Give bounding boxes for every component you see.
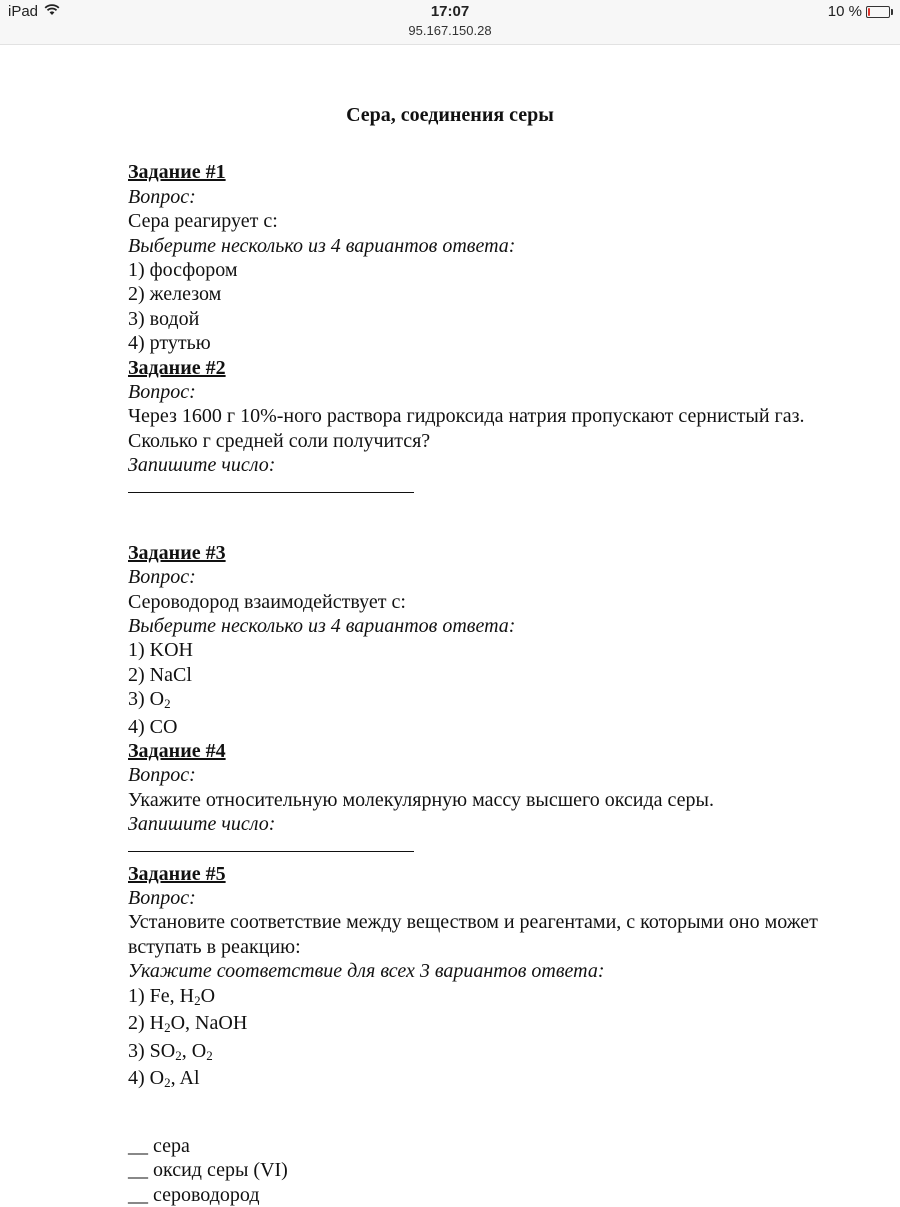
task-1 [128,160,828,355]
answer-option: 4) CO [128,715,178,738]
answer-option: 3) $SO_2$, $O_2$ [128,1039,213,1063]
answer-option: 4) ртутью [128,332,211,355]
task-heading: Задание #3 [128,541,226,564]
answer-option: 3) водой [128,307,200,330]
task-heading: Задание #4 [128,740,226,763]
question-label: Вопрос: [128,381,196,404]
task-heading: Задание #5 [128,862,226,885]
question-label: Вопрос: [128,764,196,787]
question-text: Установите соответствие между веществом и реагентами, с которыми оно может вступать в реакцию: [128,911,818,958]
instruction-text: Укажите соответствие для всех 3 вариантов ответа: [128,960,605,983]
task-5 [128,862,828,1207]
instruction-text: Запишите число: [128,813,276,836]
match-item[interactable]: __ сера [128,1134,190,1157]
question-label: Вопрос: [128,566,196,589]
answer-option: 1) Fe, $H_2O$ [128,984,216,1008]
task-heading: Задание #2 [128,356,226,379]
answer-option: 2) $H_2O$, NaOH [128,1012,248,1036]
instruction-text: Выберите несколько из 4 вариантов ответа: [128,614,516,637]
status-bar [0,0,900,45]
battery-fill [868,8,870,16]
task-heading: Задание #1 [128,161,226,184]
clock: 17:07 [430,3,470,20]
match-item[interactable]: __ оксид серы (VI) [128,1159,288,1182]
answer-blank-line[interactable] [128,837,414,852]
answer-option: 3) $O_2$ [128,688,171,712]
battery-percent: 10 % [827,3,862,20]
page-title: Сера, соединения серы [346,104,554,126]
status-right [828,3,890,20]
instruction-text: Запишите число: [128,454,276,477]
task-4 [128,739,828,852]
answer-option: 1) KOH [128,639,193,662]
question-text: Сероводород взаимодействует с: [128,590,406,613]
match-item[interactable]: __ сероводород [128,1183,260,1206]
answer-option: 2) железом [128,283,222,306]
question-label: Вопрос: [128,185,196,208]
instruction-text: Выберите несколько из 4 вариантов ответа: [128,234,516,257]
question-text: Укажите относительную молекулярную массу высшего оксида серы. [128,788,714,811]
question-text: Сера реагирует с: [128,210,278,233]
task-2 [128,356,828,493]
device-name: iPad [8,3,39,20]
answer-option: 2) NaCl [128,663,192,686]
battery-icon [866,6,890,18]
question-text: Через 1600 г 10%-ного раствора гидроксида натрия пропускают сернистый газ. Сколько г средней соли получится? [128,405,805,452]
task-3 [128,541,828,739]
question-label: Вопрос: [128,887,196,910]
answer-option: 1) фосфором [128,259,238,282]
address-bar-url[interactable]: 95.167.150.28 [408,23,492,38]
answer-option: 4) $O_2$, Al [128,1067,200,1091]
document [128,100,828,1207]
answer-blank-line[interactable] [128,478,414,493]
